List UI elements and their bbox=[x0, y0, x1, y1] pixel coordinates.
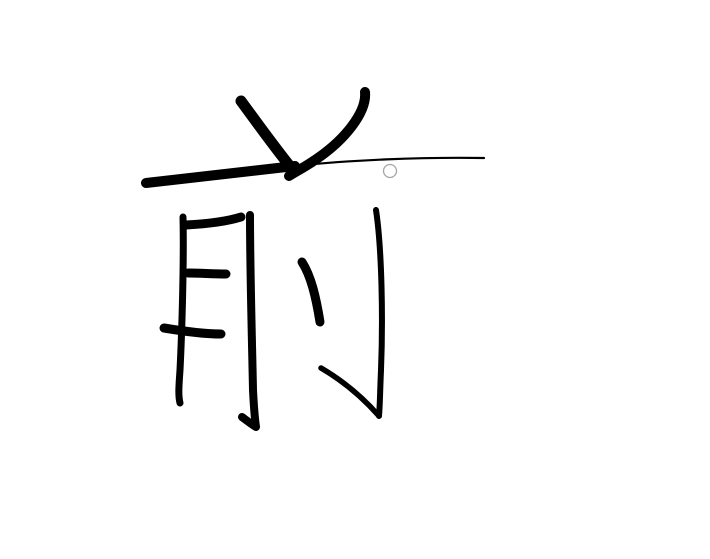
ink-stroke-moon-left-vertical bbox=[179, 217, 183, 403]
ink-stroke-top-left-dot bbox=[241, 101, 293, 170]
ink-stroke-moon-top bbox=[186, 217, 241, 225]
ink-stroke-moon-right-vertical bbox=[242, 215, 256, 427]
pen-cursor-icon bbox=[384, 165, 397, 178]
ink-stroke-knife-hook bbox=[321, 368, 379, 416]
ink-stroke-knife-long bbox=[376, 210, 382, 416]
handwritten-character-glyph bbox=[146, 92, 484, 427]
ink-stroke-knife-short bbox=[302, 262, 320, 322]
ink-stroke-moon-inner-1 bbox=[188, 273, 226, 274]
ink-stroke-moon-inner-2 bbox=[164, 328, 221, 334]
ink-stroke-horizontal-thick bbox=[146, 166, 295, 183]
